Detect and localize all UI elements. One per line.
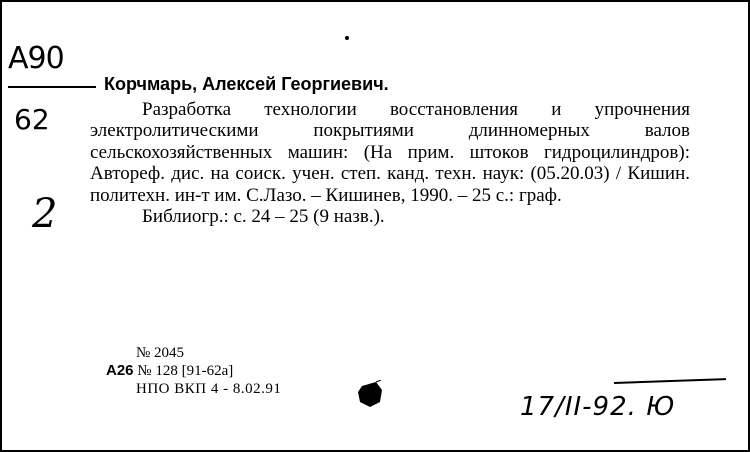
class-number: № 128 [91-62а] — [137, 363, 234, 379]
entry-description: Разработка технологии восстановления и упрочнения электролитическими покрытиями длинномерных валов сельскохозяйственных машин: (На прим. штоков гидроцилиндров): Автореф. дис. на соиск. учен. степ. канд. техн. наук: (05.20.03) / Кишин. политехн. ин-т им. С.Лазо. – Кишинев, 1990. – 25 с.: граф. — [90, 98, 690, 206]
shelf-code-underline — [8, 86, 96, 88]
publisher-line: НПО ВКП 4 - 8.02.91 — [136, 381, 282, 397]
accession-number: № 2045 — [136, 345, 185, 361]
punch-dot — [345, 36, 349, 40]
bibliography-note: Библиогр.: с. 24 – 25 (9 назв.). — [142, 206, 385, 227]
handwritten-initial: Ю — [646, 392, 676, 422]
bibliographic-entry — [90, 74, 690, 228]
shelf-code-text: А90 — [8, 41, 64, 76]
shelf-code — [8, 41, 64, 76]
date-rule — [614, 378, 726, 384]
handwritten-mark: 2 — [32, 191, 58, 237]
handwritten-date — [520, 394, 675, 420]
classification-line — [106, 362, 281, 380]
ink-blot-icon — [356, 380, 384, 408]
shelf-number: 62 — [14, 103, 50, 136]
accession-block — [106, 344, 281, 398]
handwritten-date-text: 17/II-92. — [520, 392, 637, 422]
class-code: А26 — [106, 362, 134, 379]
author-heading: Корчмарь, Алексей Георгиевич. — [104, 74, 389, 94]
